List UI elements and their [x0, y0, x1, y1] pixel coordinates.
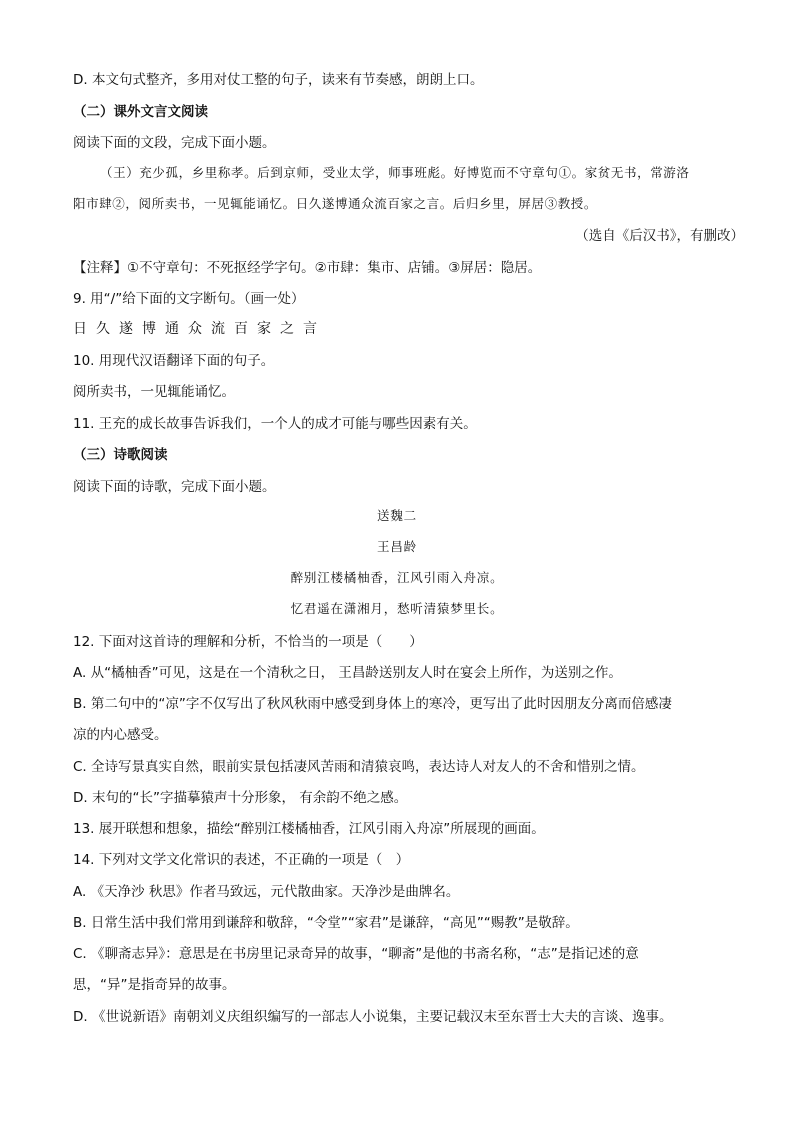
section3-heading: （三）诗歌阅读 — [73, 447, 168, 463]
annotations: 【注释】①不守章句：不死抠经学字句。②市肆：集市、店铺。③屏居：隐居。 — [73, 260, 542, 276]
question-12-option-a: A. 从“橘柚香”可见，这是在一个清秋之日， 王昌龄送别友人时在宴会上所作，为送别之作。 — [73, 665, 622, 681]
question-13: 13. 展开联想和想象，描绘“醉别江楼橘柚香，江风引雨入舟凉”所展现的画面。 — [73, 821, 545, 837]
prev-option-d: D. 本文句式整齐，多用对仗工整的句子，读来有节奏感，朗朗上口。 — [73, 72, 484, 88]
question-11: 11. 王充的成长故事告诉我们，一个人的成才可能与哪些因素有关。 — [73, 416, 477, 432]
passage-line-2: 阳市肆②，阅所卖书，一见辄能诵忆。日久遂博通众流百家之言。后归乡里，屏居③教授。 — [73, 196, 598, 211]
question-14: 14. 下列对文学文化常识的表述，不正确的一项是（ ） — [73, 852, 410, 868]
section2-instruction: 阅读下面的文段，完成下面小题。 — [73, 135, 276, 151]
section2-heading: （二）课外文言文阅读 — [73, 104, 208, 120]
question-14-option-b: B. 日常生活中我们常用到谦辞和敬辞，“令堂”“家君”是谦辞，“高见”“赐教”是敬辞。 — [73, 915, 579, 931]
passage-source: （选自《后汉书》，有删改） — [575, 228, 744, 244]
question-12-option-d: D. 末句的“长”字描摹猿声十分形象， 有余韵不绝之感。 — [73, 790, 408, 806]
question-10-text: 阅所卖书，一见辄能诵忆。 — [73, 384, 235, 400]
poem-line-2: 忆君遥在潇湘月，愁听清猿梦里长。 — [290, 601, 504, 616]
question-9-text: 日久遂博通众流百家之言 — [73, 321, 326, 337]
poem-author: 王昌龄 — [377, 539, 417, 554]
poem-line-1: 醉别江楼橘柚香，江风引雨入舟凉。 — [290, 570, 504, 585]
question-12: 12. 下面对这首诗的理解和分析，不恰当的一项是（ ） — [73, 634, 423, 650]
section3-instruction: 阅读下面的诗歌，完成下面小题。 — [73, 479, 276, 495]
question-9: 9. 用“/”给下面的文字断句。（画一处） — [73, 291, 305, 307]
question-14-option-d: D. 《世说新语》南朝刘义庆组织编写的一部志人小说集，主要记载汉末至东晋士大夫的言谈、逸事。 — [73, 1009, 673, 1025]
question-12-option-c: C. 全诗写景真实自然，眼前实景包括凄风苦雨和清猿哀鸣，表达诗人对友人的不舍和惜别之情。 — [73, 759, 645, 775]
question-12-option-b-cont: 凉的内心感受。 — [73, 727, 168, 743]
question-14-option-a: A. 《天净沙 秋思》作者马致远，元代散曲家。天净沙是曲牌名。 — [73, 884, 460, 900]
question-10: 10. 用现代汉语翻译下面的句子。 — [73, 353, 275, 369]
question-14-option-c-cont: 思，“异”是指奇异的故事。 — [73, 977, 236, 993]
poem-title: 送魏二 — [377, 508, 417, 523]
passage-line-1: （王）充少孤，乡里称孝。后到京师，受业太学，师事班彪。好博览而不守章句①。家贫无书，常游洛 — [100, 165, 690, 180]
question-14-option-c: C. 《聊斋志异》：意思是在书房里记录奇异的故事，“聊斋”是他的书斋名称，“志”是指记述的意 — [73, 946, 639, 962]
question-12-option-b: B. 第二句中的“凉”字不仅写出了秋风秋雨中感受到身体上的寒冷，更写出了此时因朋友分离而倍感凄 — [73, 696, 672, 712]
